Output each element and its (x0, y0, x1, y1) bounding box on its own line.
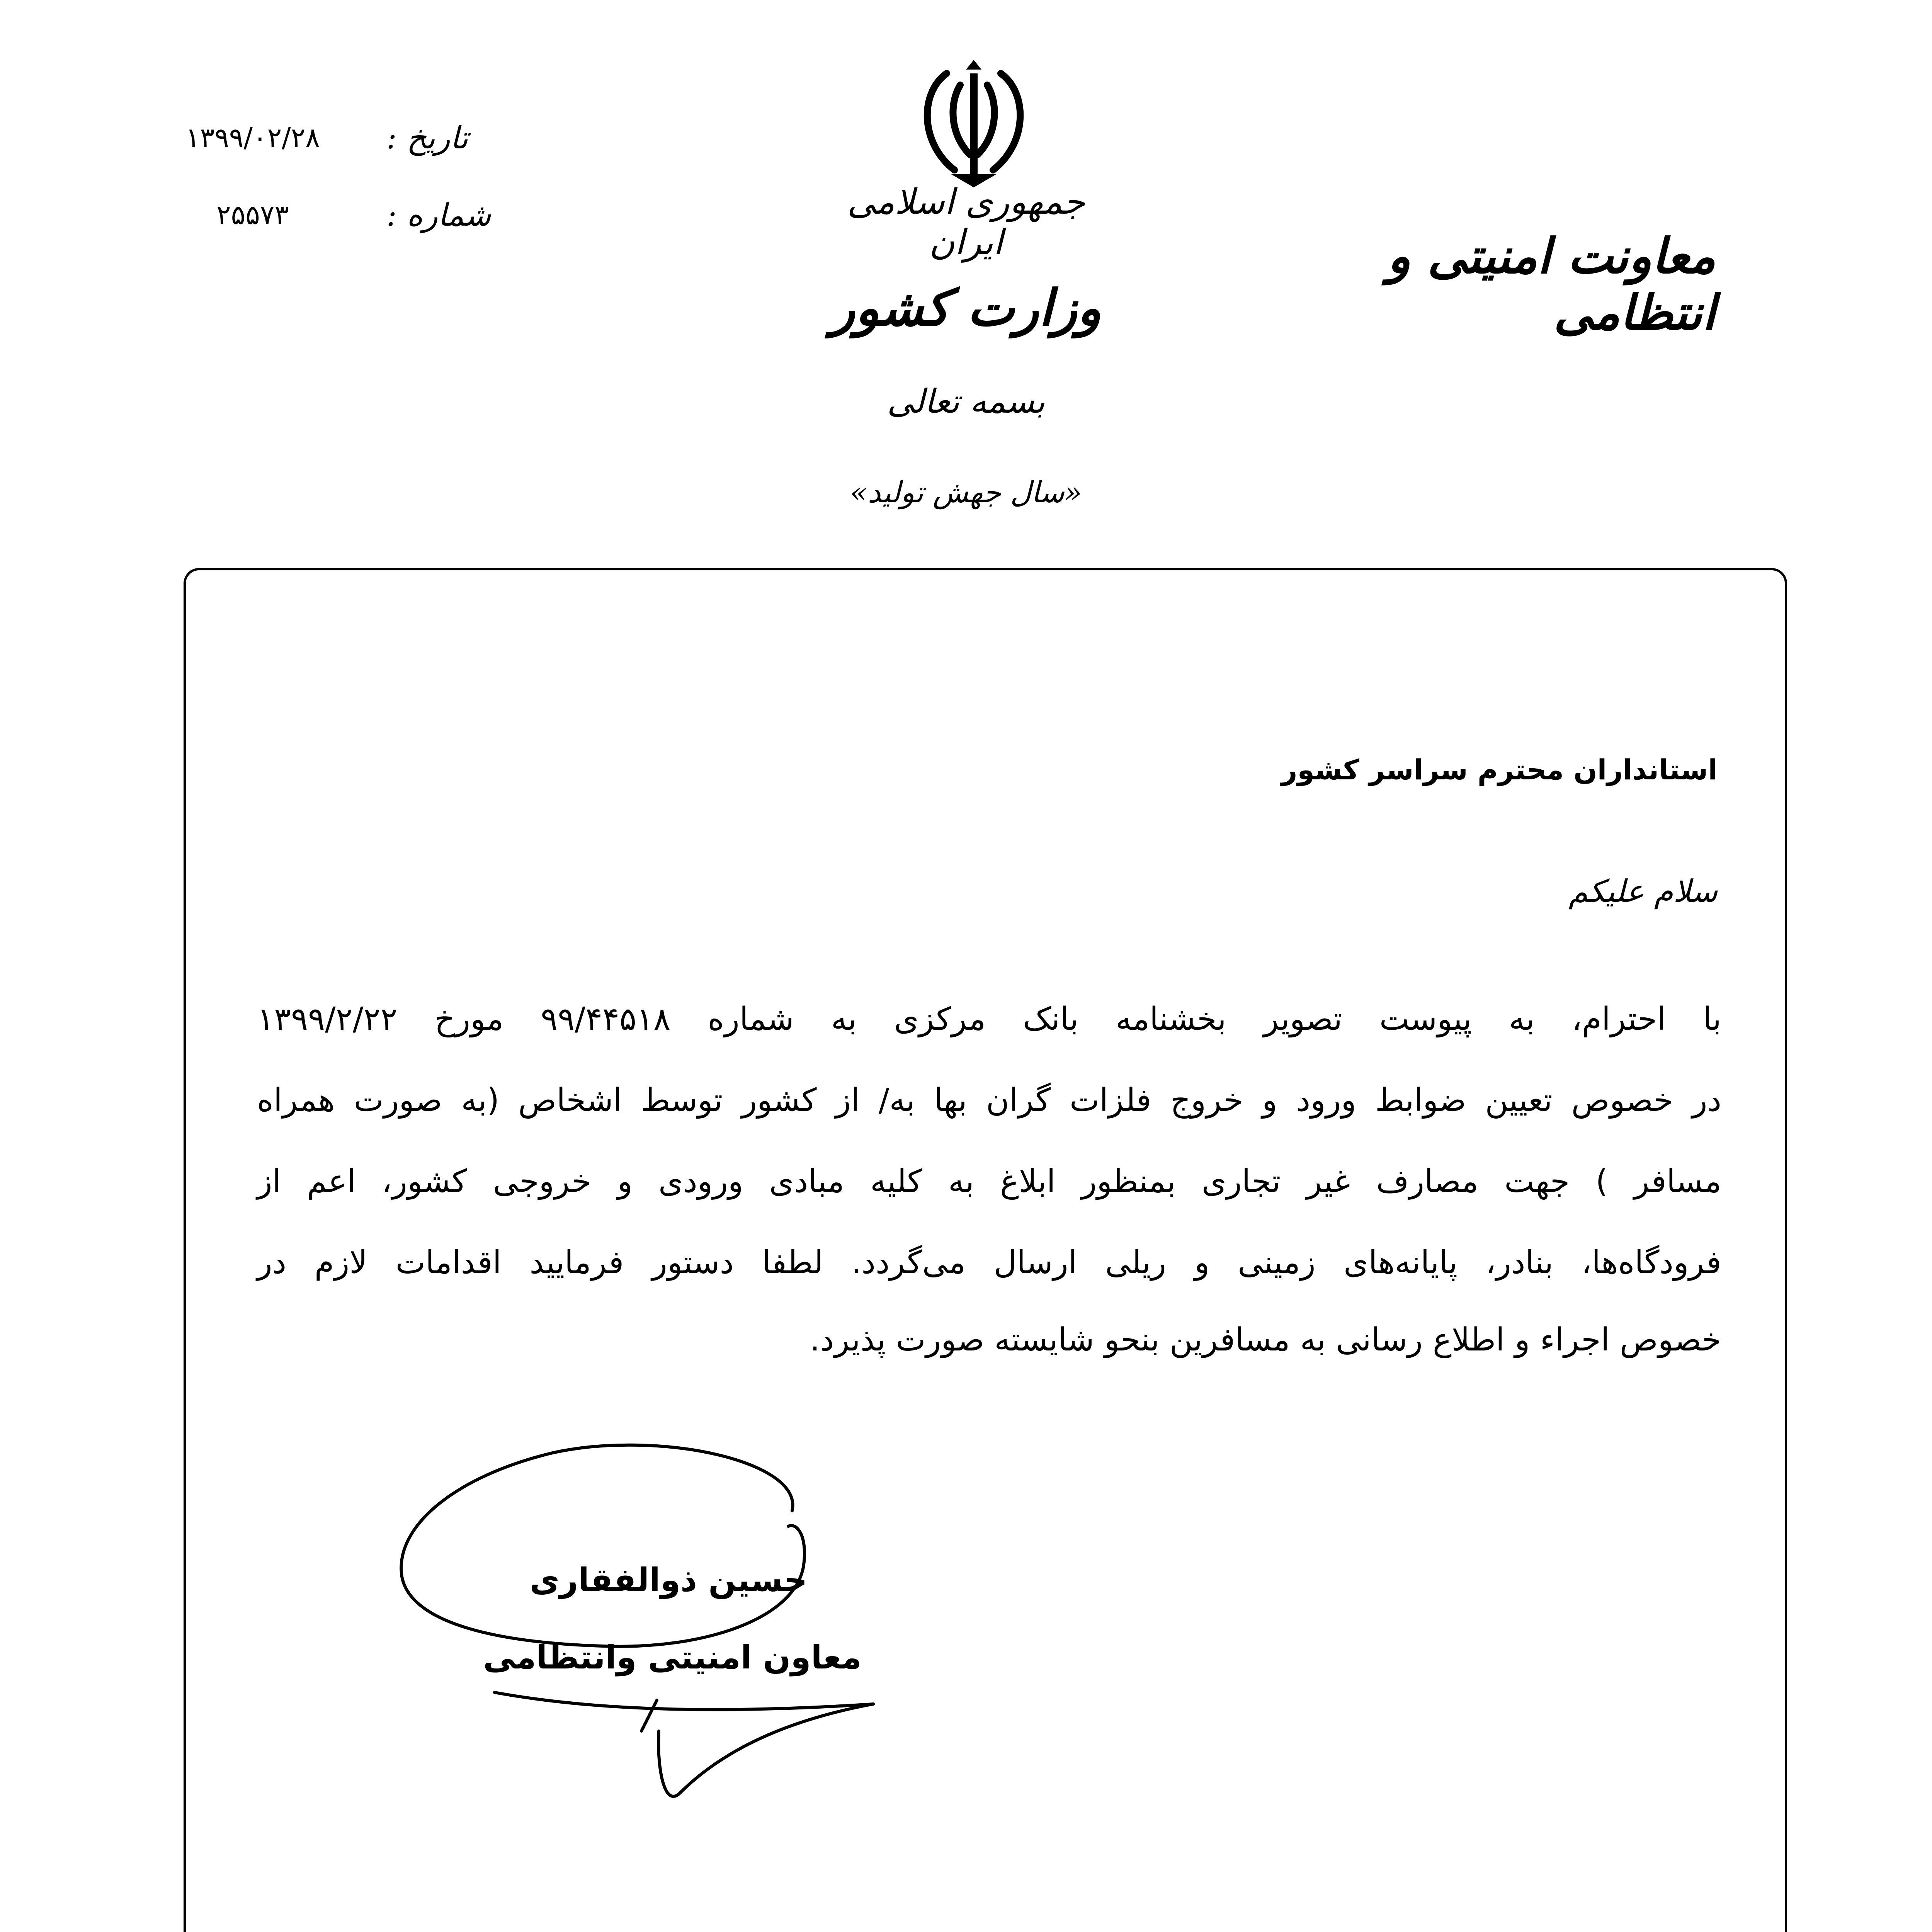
body-line: مسافر ) جهت مصارف غیر تجاری بمنظور ابلاغ به کلیه مبادی ورودی و خروجی کشور، اعم از (257, 1163, 1721, 1200)
addressee: استانداران محترم سراسر کشور (1281, 753, 1718, 786)
date-label: تاریخ : (386, 120, 468, 156)
greeting: سلام علیکم (1568, 873, 1718, 909)
body-line: فرودگاه‌ها، بنادر، پایانه‌های زمینی و ریلی ارسال می‌گردد. لطفا دستور فرمایید اقدامات لازم در (257, 1244, 1721, 1281)
body-line: در خصوص تعیین ضوابط ورود و خروج فلزات گران بها به/ از کشور توسط اشخاص (به صورت همراه (257, 1082, 1721, 1119)
number-label: شماره : (386, 197, 491, 233)
republic-title: جمهوری اسلامی ایران (847, 182, 1085, 263)
signatory-name: حسین ذوالفقاری (529, 1561, 808, 1599)
signatory-title: معاون امنیتی وانتظامی (483, 1638, 862, 1676)
iran-emblem-icon (912, 58, 1036, 189)
invocation: بسمه تعالی (887, 383, 1045, 421)
body-line: خصوص اجراء و اطلاع رسانی به مسافرین بنحو شایسته صورت پذیرد. (810, 1321, 1721, 1358)
date-value: ۱۳۹۹/۰۲/۲۸ (185, 122, 320, 153)
body-line: با احترام، به پیوست تصویر بخشنامه بانک مرکزی به شماره ۹۹/۴۴۵۱۸ مورخ ۱۳۹۹/۲/۲۲ (257, 1001, 1721, 1037)
department-title: معاونت امنیتی و انتظامی (1387, 228, 1716, 341)
year-slogan: «سال جهش تولید» (850, 475, 1082, 509)
handwritten-signature (386, 1437, 889, 1804)
number-value: ۲۵۵۷۳ (216, 199, 289, 231)
ministry-title: وزارت کشور (831, 278, 1101, 337)
